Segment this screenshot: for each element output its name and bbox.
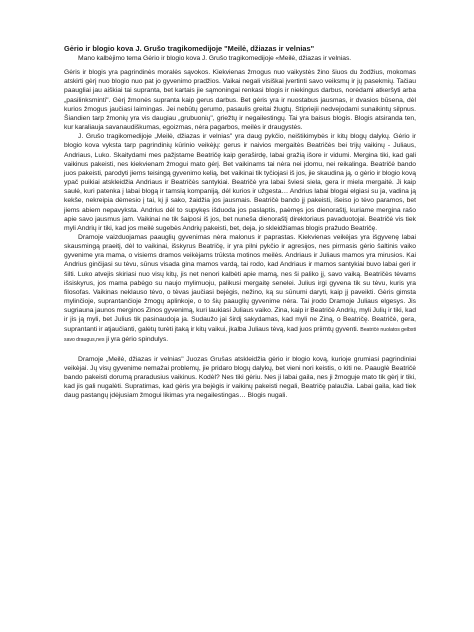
paragraph-3	[64, 233, 416, 345]
document-page	[64, 44, 416, 401]
intro-paragraph: Mano kalbėjimo tema Gėrio ir blogio kova J. Grušo tragikomedijoje «Meilė, džiazas ir velnias.	[78, 55, 352, 62]
paragraph-3-text: Dramoje vaizduojamas paauglių gyvenimas nėra malonus ir paprastas. Kiekvienas veikėjas yra išgyvenę labai skausmingą praeitį, dėl to vaikinai, išskyrus Beatričę, ir yra pilni pykčio ir agresijos, nes pirmasis gėrio šaltinis vaiko gyvenime yra mama, o visiems dramos veikėjams trūksta motinos meilės. Andriaus ir Juliaus mamos yra mirusios. Kai Andrius ginčijasi su tėvu, sūnus visada gina mamos vardą, tai rodo, kad Andriaus ir mamos santykiai buvo labai geri ir šilti. Luko atvejis skiriasi nuo visų kitų, jis net nenori kalbėti apie mamą, nes ši paliko jį, savo vaiką. Beatričės tėvams išsiskyrus, jos mama pabėgo su naujo mylimuoju, palikusi mergaitę senelei. Julius irgi gyvena tik su tėvu, kuris yra filosofas. Vaikinas neklauso tėvo, o tėvas jaučiasi bejėgis, nežino, ką su sūnumi daryti, kaip jį paveikti. Gėris gimsta mylinčioje, suprantančioje žmogų aplinkoje, o to šių paauglių gyvenime nėra. Tai įrodo Dramoje Juliaus elgesys. Jis sugriauna jaunos merginos Zinos gyvenimą, kuri laukiasi Juliaus vaiko. Zina, kaip ir Beatričė Andrių, myli Julių ir tiki, kad ir jis ją myli, bet Julius tik pasinaudoja ja. Sudaužo jai širdį sakydamas, kad myli ne Ziną, o Beatričę. Beatričė, gera, suprantanti ir atjaučianti, galėtų turėti įtaką ir kitų vaikui, jkalba Juliaus tėvą, kad juos priimtų gyventi.	[64, 233, 416, 333]
paragraph-3-end: ji yra gėrio spindulys.	[106, 335, 169, 343]
paragraph-1: Gėris ir blogis yra pagrindinės moralės sąvokos. Kiekvienas žmogus nuo vaikystės žino šiuos du žodžius, mokomas atskirti gėrį nuo blogio nuo pat jo gyvenimo pradžios. Vaikai negali visiškai įvertinti savo veiksmų ir jų pasekmių. Tačiau paaugliai jau aiškiai tai supranta, bet kartais jie sąmoningai renkasi blogis ir niekingus darbus, norėdami atkeršyti arba „pasilinksminti". Gėrį žmonės supranta kaip gerus darbus. Bet gėris yra ir nuostabus jausmas, ir dvasios būsena, dėl kurios žmogus jaučiasi laimingas. Jei nebūtų gerumo, pasaulis greitai žlugtų. Stipriejii nedvejodami sunaikintų silpnus. Šiandien tarp žmonių yra vis daugiau „grubuonių", griežtų ir negailestingų. Tai yra baisus blogis. Blogis atsiranda ten, kur karaliauja savanaudiškumas, egoizmas, nėra pagarbos, meilės ir draugystės.	[64, 69, 416, 132]
paragraph-2: J. Grušo tragikomedijoje „Meilė, džiazas ir velnias" yra daug pykčio, neištikimybės ir kitų blogų dalykų. Gėrio ir blogio kova vyksta tarp pagrindinių kūrinio veikėjų: gerus ir naivios mergaitės Beatričės bei trijų vaikinų - Juliaus, Andriaus, Luko. Skaitydami mes pažįstame Beatričę kaip geraširdę, labai gražią išore ir vidumi. Mergina tiki, kad gali vaikinus pakeisti, nes kiekvienam žmogui mato gėrį. Bet vaikinams tai nėra nei įdomu, nei reikalinga. Beatričė bando juos pakeisti, parodyti jiems teisingą gyvenimo kelią, bet vaikinai tik tyčiojasi iš jos, jie skaudina ją, o gėrio ir blogio kovą ypač puikiai atskleidžia Andriaus ir Beatričės santykiai. Beatričė yra labai šviesi siela, gera ir miela mergaitė. Ji kaip saulė, kuri patenka į labai blogą ir tamsią kompaniją, dėl kurios ir užgesta… Andrius labai blogai elgiasi su ja, vadina ją kekše, nekreipia dėmesio į tai, kį ji sako, žaidžia jos jausmais. Beatričė bando jį pakeisti, išeiso jo tėvo paramos, bet jiems abiem nepavyksta. Andrius dėl to supykęs išduoda jos paslaptis, paėmęs jos dienoraštį, kuriame mergina rašo apie savo jausmus jam. Vaikinai ne tik šaiposi iš jos, bet nuneša dienoraštį direktoriaus pavaduotojai. Beatričė vis tiek myli Andrių ir tiki, kad jos meilė sugebės Andrių pakeisti, bet, deja, jo skleidžiamas blogis pražudo Beatričę.	[64, 133, 416, 232]
paragraph-3-small-text: Beatričė nuolatos gelbsti savo draugus,nes	[64, 326, 417, 343]
paragraph-4: Dramoje „Meilė, džiazas ir velnias" Juozas Grušas atskleidžia gėrio ir blogio kovą, kurioje grumiasi pagrindiniai veikėjai. Jų visų gyvenime nemažai problemų, jie pridaro blogų dalykų, bet vieni nori keistis, o kiti ne. Paauglė Beatričė bando pakeisti dorumą praradusius vaikinus. Kodėl? Nes tiki gėriu. Nes ji labai gaila, nes ji žmoguje mato tik gėrį ir tiki, kad jis gali nugalėti. Supratimas, kad gėris yra bejėgis ir vaikinų pakeisti negali, Beatričę palaužia. Labai gaila, kad tiek daug pastangų įdėjusiam žmogui likimas yra negailestingas… Blogis nugali.	[64, 355, 416, 400]
document-title: Gėrio ir blogio kova J. Grušo tragikomedijoje "Meilė, džiazas ir velnias"	[64, 44, 315, 53]
